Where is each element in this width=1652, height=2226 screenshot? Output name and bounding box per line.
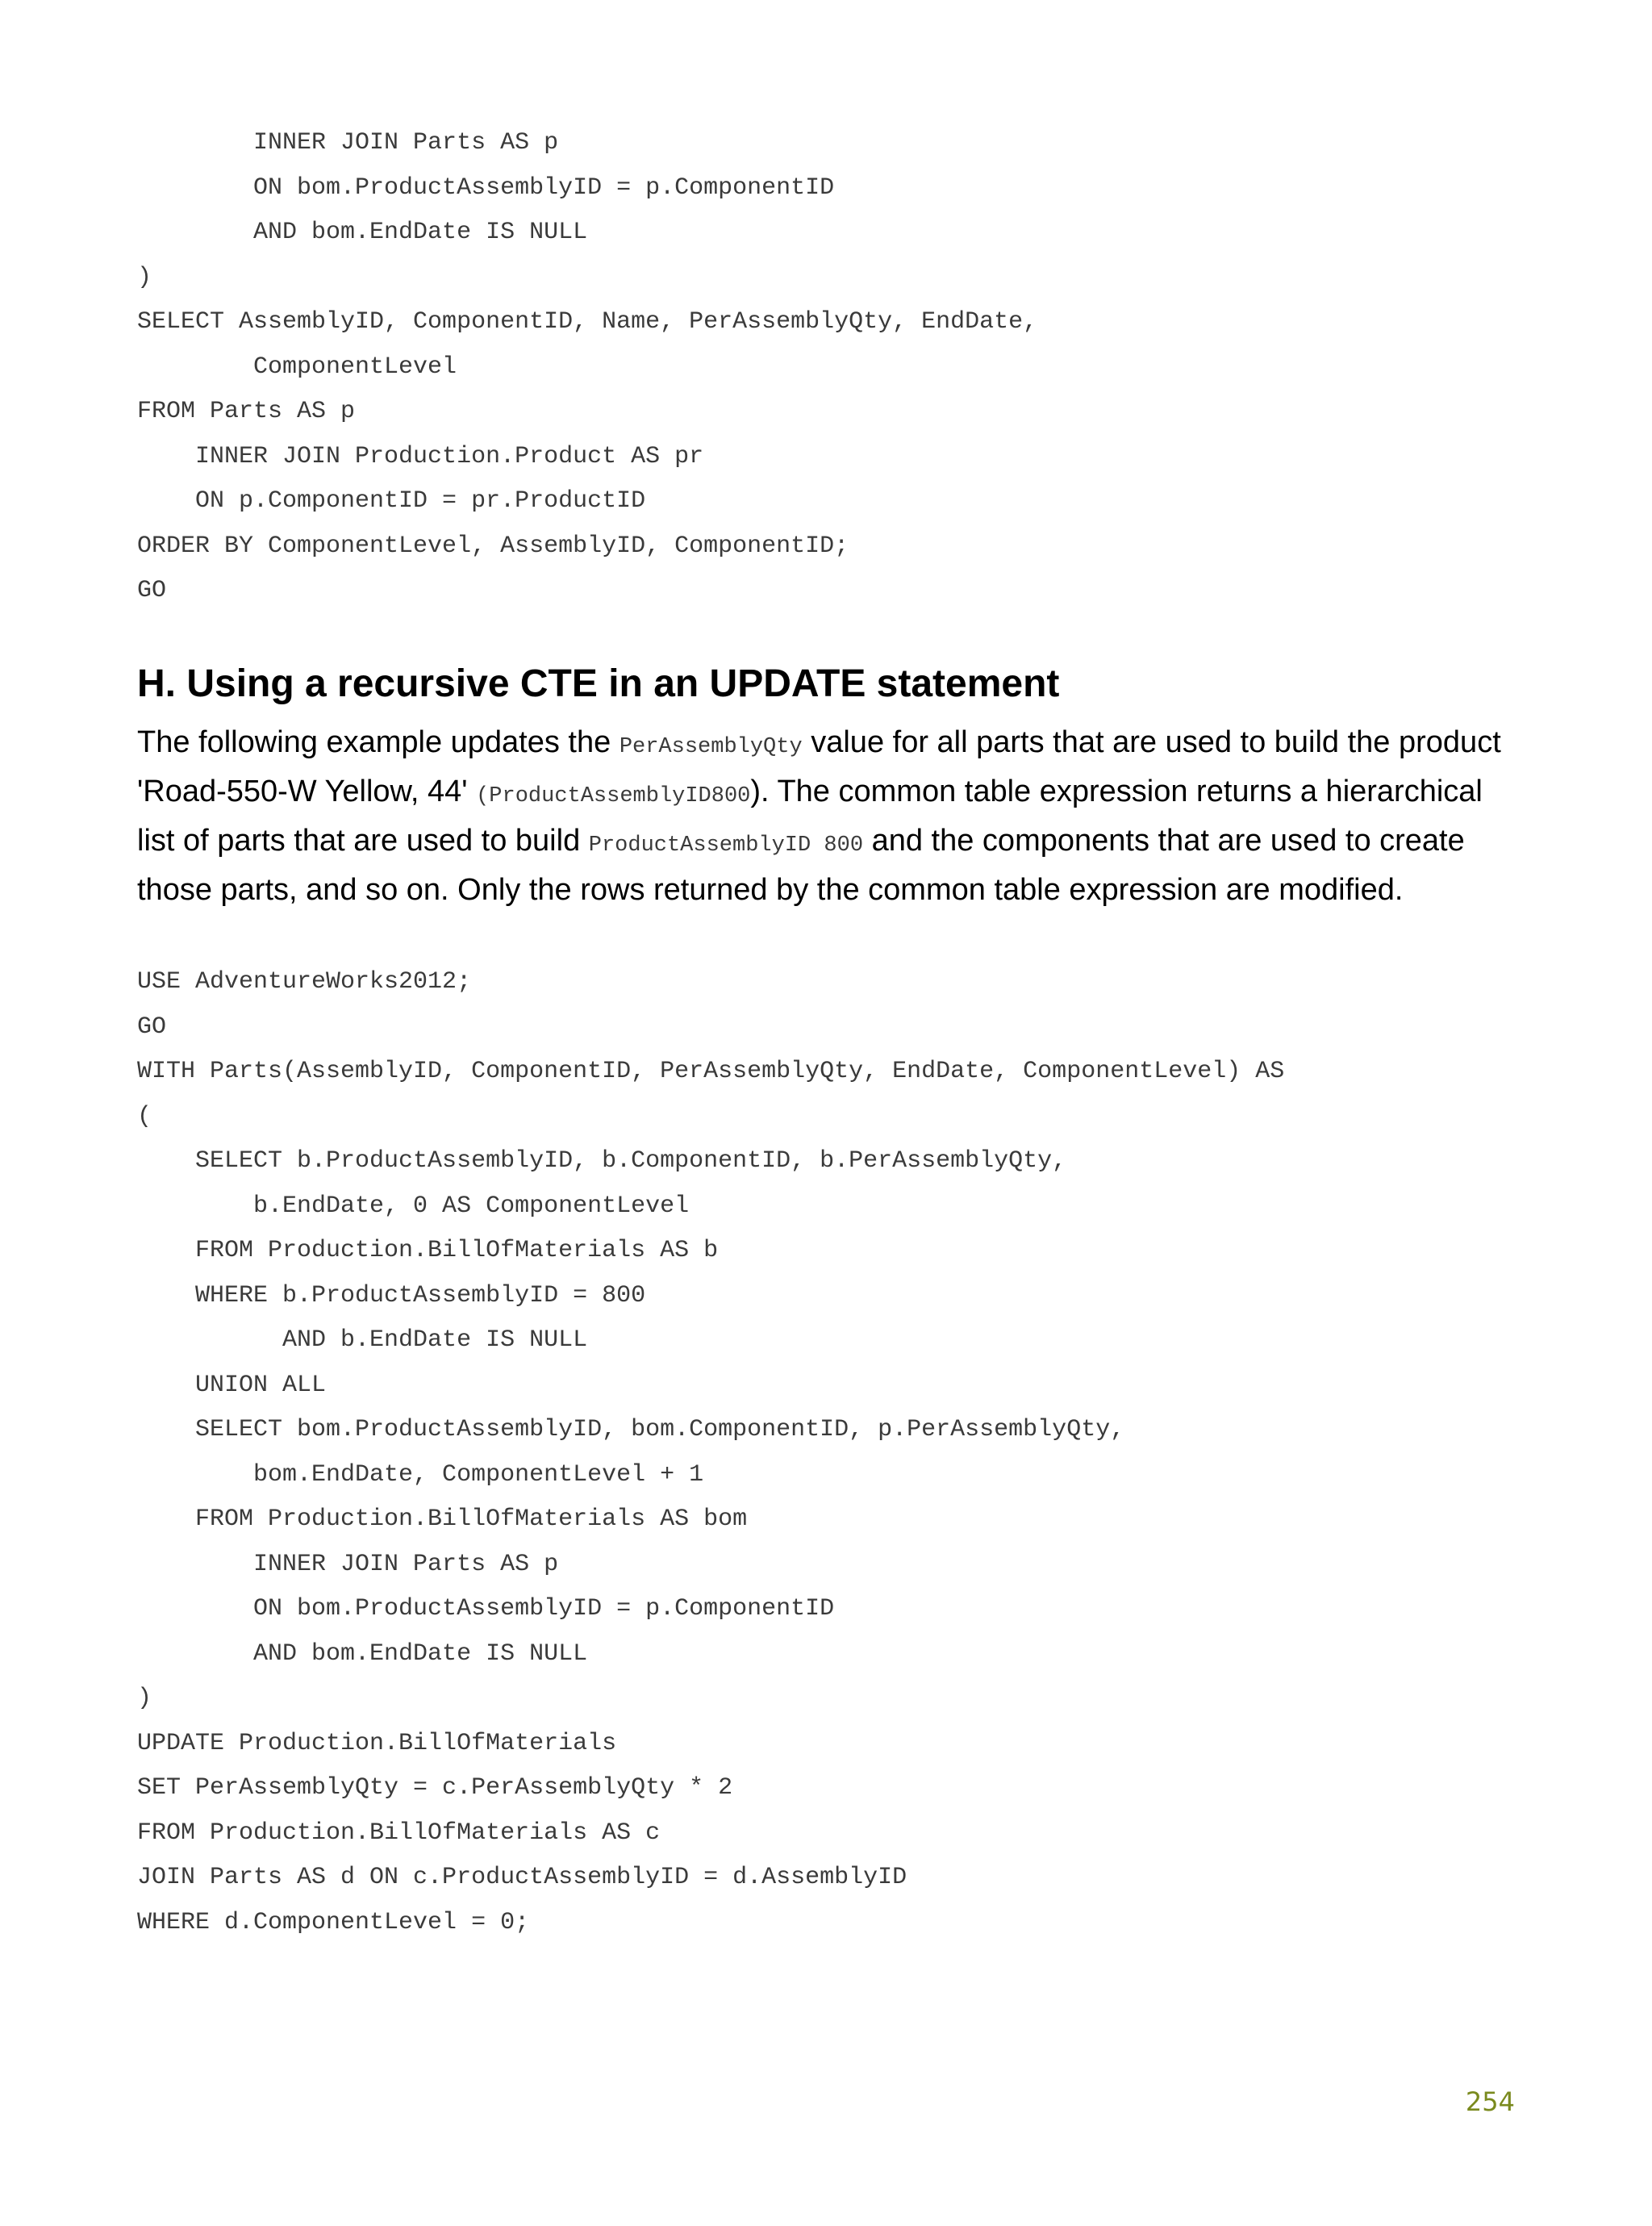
inline-code: PerAssemblyQty xyxy=(619,735,803,759)
code-line: AND bom.EndDate IS NULL xyxy=(137,219,588,246)
code-line: INNER JOIN Parts AS p xyxy=(137,1550,559,1578)
code-line: b.EndDate, 0 AS ComponentLevel xyxy=(137,1192,690,1220)
code-line: ON p.ComponentID = pr.ProductID xyxy=(137,487,646,515)
code-line: UNION ALL xyxy=(137,1371,327,1399)
code-line: JOIN Parts AS d ON c.ProductAssemblyID = d.AssemblyID xyxy=(137,1864,907,1891)
code-line: FROM Production.BillOfMaterials AS c xyxy=(137,1819,661,1847)
code-line: INNER JOIN Production.Product AS pr xyxy=(137,442,704,470)
inline-code: ProductAssemblyID 800 xyxy=(588,833,864,858)
code-line: UPDATE Production.BillOfMaterials xyxy=(137,1729,617,1757)
code-line: SELECT bom.ProductAssemblyID, bom.ComponentID, p.PerAssemblyQty, xyxy=(137,1416,1125,1443)
section-heading: H. Using a recursive CTE in an UPDATE statement xyxy=(137,662,1060,705)
paragraph-text: ). The common table expression returns a hierarchical list of parts that are used to build xyxy=(137,775,1483,858)
code-line: WHERE d.ComponentLevel = 0; xyxy=(137,1908,530,1936)
code-line: SET PerAssemblyQty = c.PerAssemblyQty * 2 xyxy=(137,1774,733,1802)
code-line: WITH Parts(AssemblyID, ComponentID, PerAssemblyQty, EndDate, ComponentLevel) AS xyxy=(137,1058,1285,1085)
inline-code: (ProductAssemblyID800 xyxy=(476,784,751,808)
paragraph-text: The following example updates the xyxy=(137,725,620,759)
code-line: ON bom.ProductAssemblyID = p.ComponentID xyxy=(137,173,835,202)
code-line: ( xyxy=(137,1102,152,1130)
code-line: ComponentLevel xyxy=(137,353,457,381)
code-line: AND b.EndDate IS NULL xyxy=(137,1326,588,1354)
paragraph-text: and the components that are used to create those parts, and so on. Only the rows returned by the common table expression are modified. xyxy=(137,824,1465,907)
code-line: WHERE b.ProductAssemblyID = 800 xyxy=(137,1281,646,1309)
code-line: FROM Production.BillOfMaterials AS bom xyxy=(137,1506,748,1533)
code-line: GO xyxy=(137,577,167,604)
page-number: 254 xyxy=(1465,2086,1515,2117)
code-line: ) xyxy=(137,1685,152,1712)
code-line: INNER JOIN Parts AS p xyxy=(137,129,559,157)
code-block-top xyxy=(137,121,1037,614)
code-line: USE AdventureWorks2012; xyxy=(137,968,472,996)
code-line: FROM Parts AS p xyxy=(137,398,356,425)
code-line: GO xyxy=(137,1013,167,1041)
section-paragraph xyxy=(137,720,1525,913)
code-line: bom.EndDate, ComponentLevel + 1 xyxy=(137,1460,704,1489)
code-line: AND bom.EndDate IS NULL xyxy=(137,1639,588,1668)
paragraph-text: value for all parts that are used to build the product 'Road-550-W Yellow, 44' xyxy=(137,725,1501,808)
code-block-bottom xyxy=(137,960,1284,1945)
code-line: SELECT b.ProductAssemblyID, b.ComponentID, b.PerAssemblyQty, xyxy=(137,1147,1067,1175)
code-line: FROM Production.BillOfMaterials AS b xyxy=(137,1237,719,1264)
code-line: ON bom.ProductAssemblyID = p.ComponentID xyxy=(137,1595,835,1623)
code-line: SELECT AssemblyID, ComponentID, Name, PerAssemblyQty, EndDate, xyxy=(137,308,1038,336)
code-line: ) xyxy=(137,263,152,291)
code-line: ORDER BY ComponentLevel, AssemblyID, ComponentID; xyxy=(137,532,849,560)
